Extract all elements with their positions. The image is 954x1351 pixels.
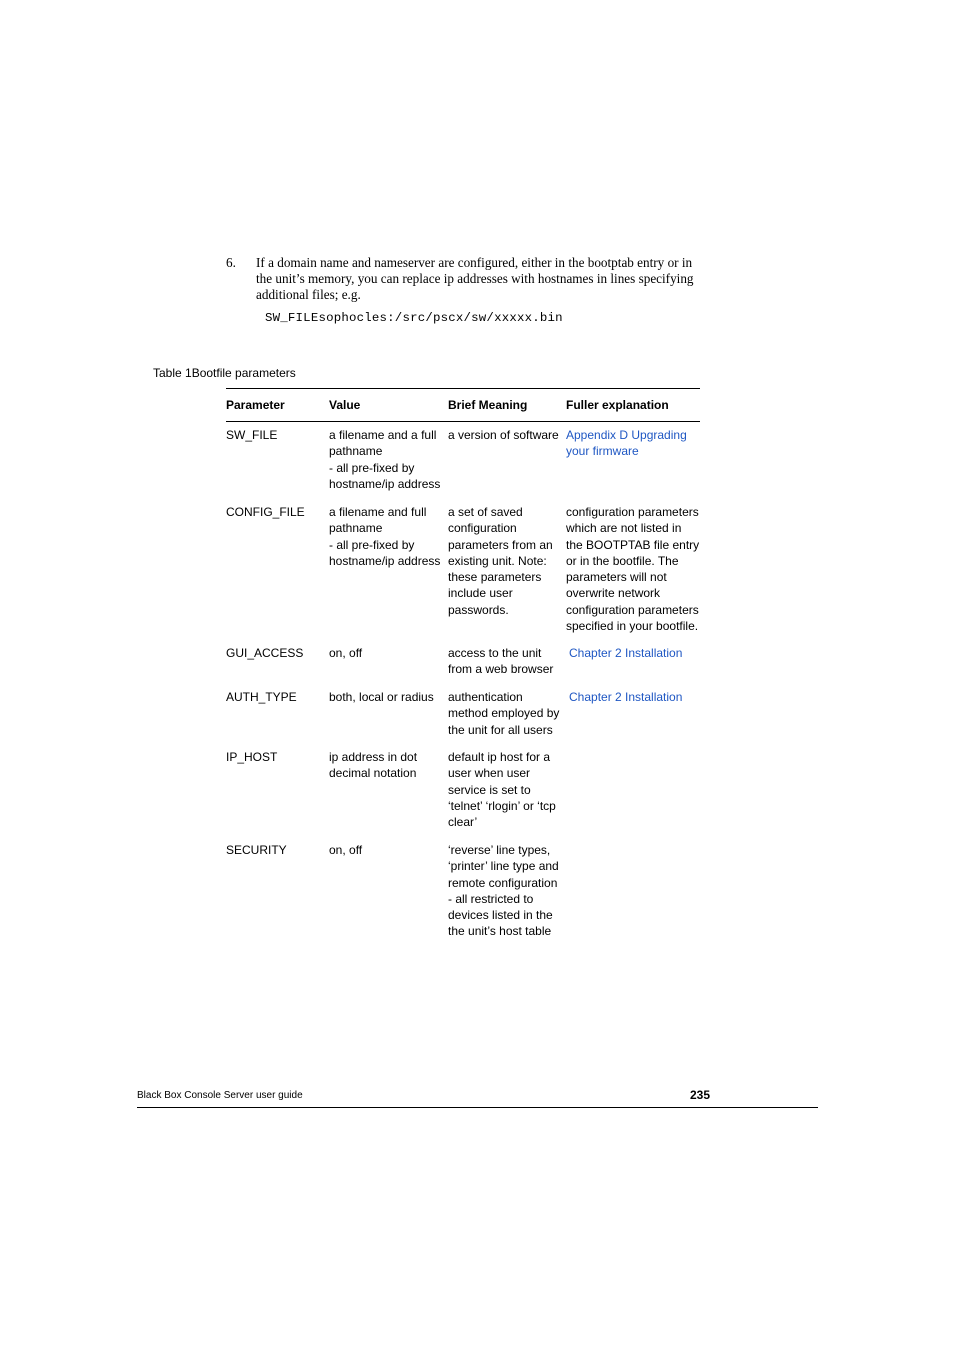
cell-value: both, local or radius bbox=[329, 690, 434, 704]
table-row bbox=[226, 645, 700, 689]
table-row bbox=[226, 689, 700, 749]
footer-divider bbox=[137, 1107, 818, 1108]
cell-value: a filename and a full pathname - all pre-fixed by hostname/ip address bbox=[329, 428, 441, 491]
table-row bbox=[226, 749, 700, 842]
cell-explanation: configuration parameters which are not listed in the BOOTPTAB file entry or in the bootfile. The parameters will not overwrite network configuration parameters specified in your bootfile. bbox=[566, 505, 700, 634]
cell-meaning: ‘reverse’ line types, ‘printer’ line type and remote configuration - all restricted to devices listed in the the unit’s host table bbox=[448, 843, 559, 939]
cell-value: on, off bbox=[329, 843, 363, 857]
code-example: SW_FILEsophocles:/src/pscx/sw/xxxxx.bin bbox=[265, 311, 563, 325]
cell-parameter: AUTH_TYPE bbox=[226, 690, 297, 704]
step-number: 6. bbox=[226, 255, 236, 270]
table-row bbox=[226, 504, 700, 645]
header-parameter: Parameter bbox=[226, 398, 285, 412]
cell-meaning: a version of software bbox=[448, 428, 559, 442]
link-appendix-d-upgrading-firmware[interactable]: Appendix D Upgrading your firmware bbox=[566, 428, 687, 459]
cell-parameter: SW_FILE bbox=[226, 428, 278, 442]
cell-parameter: SECURITY bbox=[226, 843, 287, 857]
table-caption: Table 1Bootfile parameters bbox=[153, 366, 296, 380]
link-chapter-2-installation[interactable]: Chapter 2 Installation bbox=[569, 646, 683, 660]
header-brief-meaning: Brief Meaning bbox=[448, 398, 528, 412]
cell-value: a filename and full pathname - all pre-fixed by hostname/ip address bbox=[329, 505, 441, 568]
cell-meaning: access to the unit from a web browser bbox=[448, 646, 554, 677]
cell-parameter: IP_HOST bbox=[226, 750, 278, 764]
header-value: Value bbox=[329, 398, 361, 412]
bootfile-parameters-table bbox=[226, 388, 700, 942]
cell-parameter: CONFIG_FILE bbox=[226, 505, 305, 519]
cell-value: ip address in dot decimal notation bbox=[329, 750, 418, 781]
footer-document-title: Black Box Console Server user guide bbox=[137, 1090, 303, 1101]
cell-parameter: GUI_ACCESS bbox=[226, 646, 304, 660]
table-header-row bbox=[226, 389, 700, 422]
header-fuller-explanation: Fuller explanation bbox=[566, 398, 669, 412]
step-text: If a domain name and nameserver are configured, either in the bootptab entry or in the unit’s memory, you can replace ip addresses with hostnames in lines specifying additional files; e.g. bbox=[256, 255, 694, 303]
table-row bbox=[226, 842, 700, 942]
table-row bbox=[226, 427, 700, 504]
cell-meaning: default ip host for a user when user service is set to ‘telnet’ ‘rlogin’ or ‘tcp clear’ bbox=[448, 750, 556, 830]
cell-value: on, off bbox=[329, 646, 363, 660]
link-chapter-2-installation[interactable]: Chapter 2 Installation bbox=[569, 690, 683, 704]
page-number: 235 bbox=[690, 1088, 711, 1102]
cell-meaning: a set of saved configuration parameters from an existing unit. Note: these parameters include user passwords. bbox=[448, 505, 553, 617]
cell-meaning: authentication method employed by the unit for all users bbox=[448, 690, 560, 737]
